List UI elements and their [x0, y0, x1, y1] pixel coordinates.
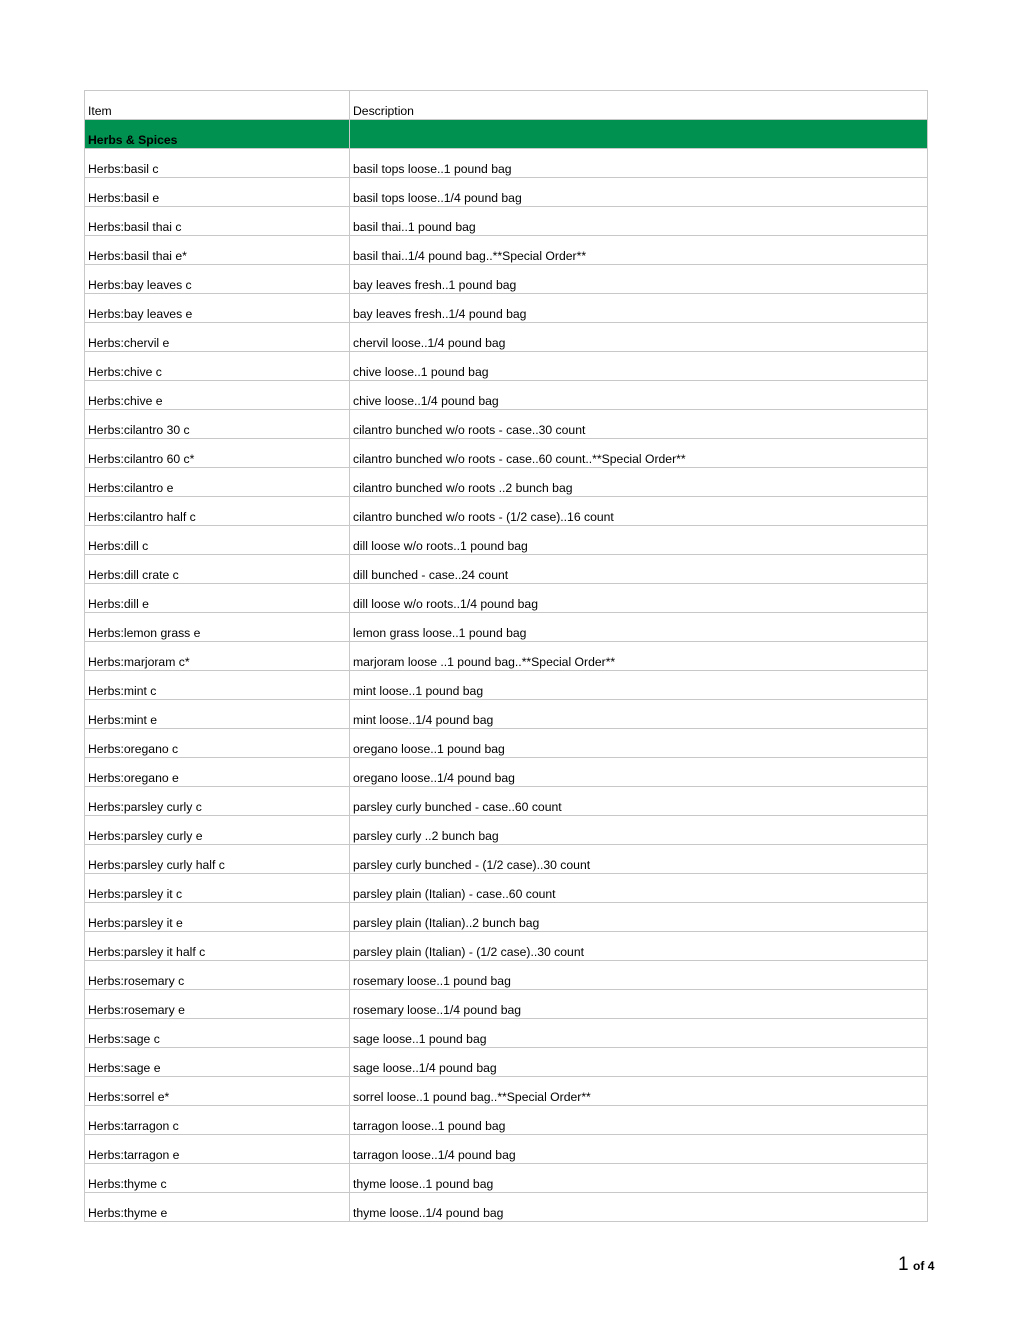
item-cell: Herbs:basil e [85, 178, 350, 207]
table-row [85, 1193, 928, 1222]
table-row [85, 990, 928, 1019]
description-cell: thyme loose..1/4 pound bag [350, 1193, 928, 1222]
table-row [85, 874, 928, 903]
description-cell: lemon grass loose..1 pound bag [350, 613, 928, 642]
description-cell: rosemary loose..1 pound bag [350, 961, 928, 990]
header-row [85, 91, 928, 120]
item-cell: Herbs:parsley it half c [85, 932, 350, 961]
description-cell: parsley curly bunched - (1/2 case)..30 count [350, 845, 928, 874]
description-cell: parsley plain (Italian) - (1/2 case)..30 count [350, 932, 928, 961]
section-title-blank [350, 120, 928, 149]
description-cell: dill bunched - case..24 count [350, 555, 928, 584]
item-cell: Herbs:parsley it c [85, 874, 350, 903]
item-cell: Herbs:dill e [85, 584, 350, 613]
item-cell: Herbs:lemon grass e [85, 613, 350, 642]
description-cell: tarragon loose..1/4 pound bag [350, 1135, 928, 1164]
item-cell: Herbs:sage e [85, 1048, 350, 1077]
table-row [85, 961, 928, 990]
table-row [85, 381, 928, 410]
item-cell: Herbs:basil c [85, 149, 350, 178]
table-row [85, 526, 928, 555]
table-row [85, 149, 928, 178]
table-row [85, 439, 928, 468]
item-cell: Herbs:oregano c [85, 729, 350, 758]
item-cell: Herbs:parsley curly half c [85, 845, 350, 874]
description-cell: bay leaves fresh..1 pound bag [350, 265, 928, 294]
description-cell: oregano loose..1 pound bag [350, 729, 928, 758]
table-row [85, 1077, 928, 1106]
item-cell: Herbs:sage c [85, 1019, 350, 1048]
item-cell: Herbs:cilantro half c [85, 497, 350, 526]
item-cell: Herbs:basil thai e* [85, 236, 350, 265]
description-cell: cilantro bunched w/o roots - (1/2 case)..16 count [350, 497, 928, 526]
section-row [85, 120, 928, 149]
item-cell: Herbs:oregano e [85, 758, 350, 787]
table-row [85, 1019, 928, 1048]
table-row [85, 1048, 928, 1077]
table-row [85, 787, 928, 816]
description-cell: parsley plain (Italian)..2 bunch bag [350, 903, 928, 932]
item-cell: Herbs:chive c [85, 352, 350, 381]
item-cell: Herbs:rosemary c [85, 961, 350, 990]
item-cell: Herbs:chervil e [85, 323, 350, 352]
item-cell: Herbs:tarragon c [85, 1106, 350, 1135]
description-cell: cilantro bunched w/o roots - case..30 count [350, 410, 928, 439]
table-row [85, 1106, 928, 1135]
section-title: Herbs & Spices [85, 120, 350, 149]
table-row [85, 1164, 928, 1193]
item-cell: Herbs:parsley it e [85, 903, 350, 932]
table-row [85, 207, 928, 236]
description-cell: chive loose..1/4 pound bag [350, 381, 928, 410]
table-row [85, 845, 928, 874]
item-cell: Herbs:rosemary e [85, 990, 350, 1019]
description-cell: marjoram loose ..1 pound bag..**Special Order** [350, 642, 928, 671]
item-cell: Herbs:mint e [85, 700, 350, 729]
page-number: 1 [898, 1254, 909, 1275]
description-cell: parsley curly ..2 bunch bag [350, 816, 928, 845]
table-row [85, 497, 928, 526]
table-row [85, 613, 928, 642]
description-cell: sage loose..1/4 pound bag [350, 1048, 928, 1077]
description-cell: sorrel loose..1 pound bag..**Special Order** [350, 1077, 928, 1106]
description-cell: dill loose w/o roots..1 pound bag [350, 526, 928, 555]
description-cell: chive loose..1 pound bag [350, 352, 928, 381]
description-cell: sage loose..1 pound bag [350, 1019, 928, 1048]
table-row [85, 671, 928, 700]
description-cell: oregano loose..1/4 pound bag [350, 758, 928, 787]
item-cell: Herbs:thyme c [85, 1164, 350, 1193]
table-row [85, 468, 928, 497]
table-row [85, 700, 928, 729]
item-cell: Herbs:thyme e [85, 1193, 350, 1222]
description-cell: basil tops loose..1/4 pound bag [350, 178, 928, 207]
description-cell: rosemary loose..1/4 pound bag [350, 990, 928, 1019]
table-row [85, 236, 928, 265]
item-cell: Herbs:basil thai c [85, 207, 350, 236]
table-row [85, 642, 928, 671]
product-table [84, 90, 928, 1222]
item-cell: Herbs:bay leaves e [85, 294, 350, 323]
page-indicator [898, 1254, 934, 1276]
description-cell: tarragon loose..1 pound bag [350, 1106, 928, 1135]
description-cell: mint loose..1/4 pound bag [350, 700, 928, 729]
table-row [85, 932, 928, 961]
description-cell: bay leaves fresh..1/4 pound bag [350, 294, 928, 323]
table-row [85, 410, 928, 439]
column-header-item: Item [85, 91, 350, 120]
table-row [85, 816, 928, 845]
description-cell: basil tops loose..1 pound bag [350, 149, 928, 178]
item-cell: Herbs:parsley curly c [85, 787, 350, 816]
item-cell: Herbs:cilantro 30 c [85, 410, 350, 439]
description-cell: cilantro bunched w/o roots ..2 bunch bag [350, 468, 928, 497]
table-row [85, 555, 928, 584]
item-cell: Herbs:dill c [85, 526, 350, 555]
description-cell: dill loose w/o roots..1/4 pound bag [350, 584, 928, 613]
item-cell: Herbs:marjoram c* [85, 642, 350, 671]
item-cell: Herbs:tarragon e [85, 1135, 350, 1164]
page-total: of 4 [913, 1259, 935, 1273]
description-cell: parsley curly bunched - case..60 count [350, 787, 928, 816]
table-row [85, 178, 928, 207]
table-row [85, 294, 928, 323]
item-cell: Herbs:chive e [85, 381, 350, 410]
item-cell: Herbs:mint c [85, 671, 350, 700]
product-table-body [85, 91, 928, 1222]
table-row [85, 729, 928, 758]
table-row [85, 352, 928, 381]
table-row [85, 323, 928, 352]
item-cell: Herbs:parsley curly e [85, 816, 350, 845]
description-cell: cilantro bunched w/o roots - case..60 count..**Special Order** [350, 439, 928, 468]
description-cell: thyme loose..1 pound bag [350, 1164, 928, 1193]
item-cell: Herbs:sorrel e* [85, 1077, 350, 1106]
table-row [85, 584, 928, 613]
description-cell: parsley plain (Italian) - case..60 count [350, 874, 928, 903]
description-cell: mint loose..1 pound bag [350, 671, 928, 700]
item-cell: Herbs:bay leaves c [85, 265, 350, 294]
item-cell: Herbs:dill crate c [85, 555, 350, 584]
description-cell: basil thai..1 pound bag [350, 207, 928, 236]
column-header-description: Description [350, 91, 928, 120]
item-cell: Herbs:cilantro 60 c* [85, 439, 350, 468]
description-cell: basil thai..1/4 pound bag..**Special Order** [350, 236, 928, 265]
item-cell: Herbs:cilantro e [85, 468, 350, 497]
table-row [85, 1135, 928, 1164]
description-cell: chervil loose..1/4 pound bag [350, 323, 928, 352]
table-row [85, 903, 928, 932]
table-row [85, 758, 928, 787]
table-row [85, 265, 928, 294]
